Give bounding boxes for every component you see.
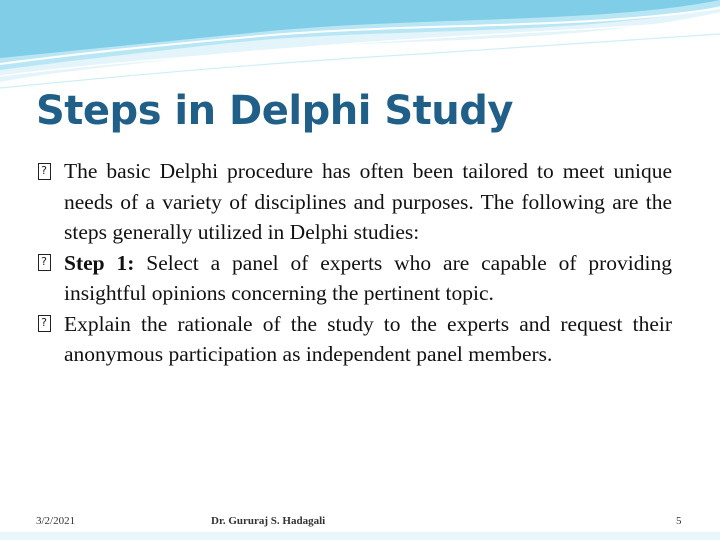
step-label: Step 1: (64, 250, 135, 275)
bullet-text: Select a panel of experts who are capable of providing insightful opinions concerning the pertinent topic. (64, 250, 673, 305)
footer-author: Dr. Gururaj S. Hadagali (211, 515, 326, 527)
slide-title: Steps in Delphi Study (36, 88, 513, 134)
bullet-text: The basic Delphi procedure has often been tailored to meet unique needs of a variety of disciplines and purposes. The following are the steps generally utilized in Delphi studies: (64, 159, 672, 244)
header-wave-decoration (0, 0, 720, 95)
bullet-paragraph (32, 309, 672, 370)
bullet-paragraph (32, 248, 672, 309)
missing-glyph-bullet-icon: ? (32, 314, 56, 334)
footer-band (0, 532, 720, 540)
bullet-text: Explain the rationale of the study to the experts and request their anonymous participation as independent panel members. (64, 311, 672, 366)
footer-date: 3/2/2021 (36, 515, 76, 527)
missing-glyph-bullet-icon: ? (32, 253, 56, 273)
footer-page-number: 5 (676, 515, 682, 527)
bullet-paragraph (32, 156, 672, 248)
missing-glyph-bullet-icon: ? (32, 161, 56, 181)
slide-body (32, 156, 672, 370)
